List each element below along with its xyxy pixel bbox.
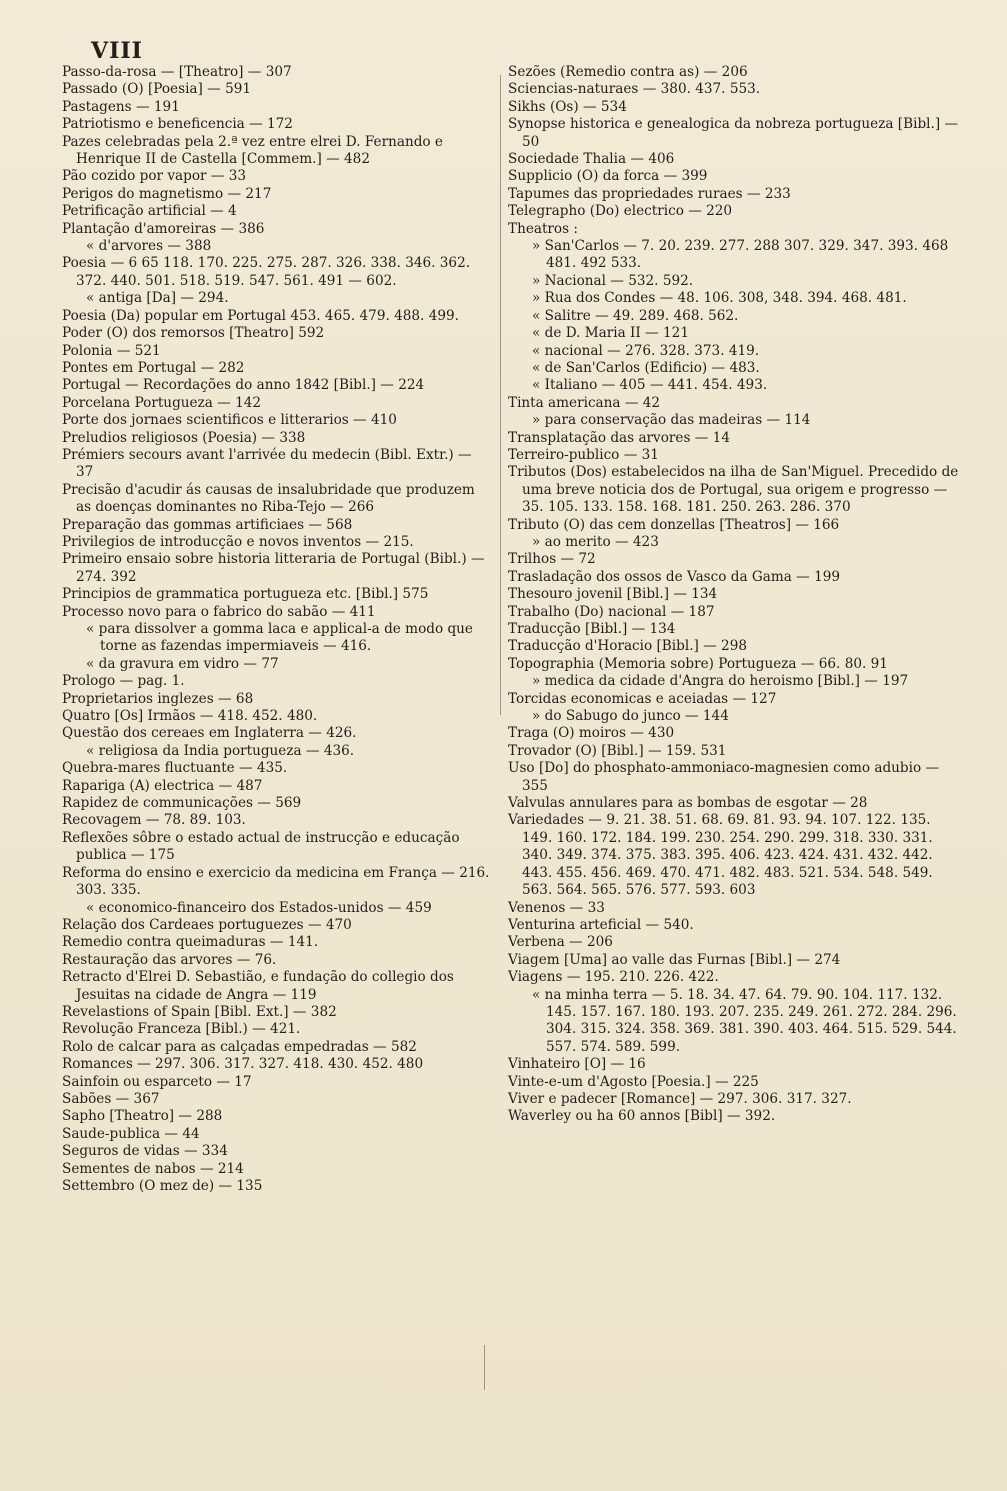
index-entry: Pontes em Portugal — 282 — [62, 359, 245, 376]
index-entry: Seguros de vidas — 334 — [62, 1143, 228, 1160]
column-divider-lower — [484, 1345, 485, 1390]
index-entry: Principios de grammatica portugueza etc. [Bibl.] 575 — [62, 586, 429, 603]
index-entry: Passo-da-rosa — [Theatro] — 307 — [62, 64, 292, 80]
index-entry: Sezões (Remedio contra as) — 206 — [508, 64, 748, 80]
index-entry: Valvulas annulares para as bombas de esgotar — 28 — [508, 795, 868, 812]
index-entry: Tinta americana — 42 — [508, 394, 661, 411]
index-entry: « para dissolver a gomma laca e applical-a de modo que torne as fazendas impermiaveis — 416. — [86, 621, 473, 655]
index-entry: Proprietarios inglezes — 68 — [62, 690, 254, 707]
index-entry: Preparação das gommas artificiaes — 568 — [62, 516, 353, 533]
index-entry: » do Sabugo do junco — 144 — [532, 708, 729, 725]
index-entry: Tributo (O) das cem donzellas [Theatros] — 166 — [508, 516, 840, 533]
index-entry: Rapidez de communicações — 569 — [62, 795, 302, 812]
index-entry: Traga (O) moiros — 430 — [508, 725, 675, 742]
index-entry: Patriotismo e beneficencia — 172 — [62, 116, 293, 133]
index-column-right — [508, 64, 960, 1126]
index-entry: Restauração das arvores — 76. — [62, 951, 277, 968]
index-entry: Vinhateiro [O] — 16 — [508, 1056, 646, 1073]
index-entry: « religiosa da India portugueza — 436. — [86, 742, 355, 759]
index-entry: « Salitre — 49. 289. 468. 562. — [532, 307, 739, 324]
index-entry: Trabalho (Do) nacional — 187 — [508, 603, 715, 620]
index-entry: Reflexões sôbre o estado actual de instrucção e educação publica — 175 — [62, 829, 460, 864]
index-entry: Recovagem — 78. 89. 103. — [62, 812, 246, 829]
index-entry: « antiga [Da] — 294. — [86, 290, 229, 307]
index-entry: Viagem [Uma] ao valle das Furnas [Bibl.] — 274 — [508, 951, 841, 968]
index-entry: Verbena — 206 — [508, 934, 613, 951]
index-entry: Rapariga (A) electrica — 487 — [62, 777, 263, 794]
index-entry: Rolo de calcar para as calçadas empedradas — 582 — [62, 1038, 417, 1055]
index-entry: « nacional — 276. 328. 373. 419. — [532, 342, 760, 359]
index-entry: Venenos — 33 — [508, 899, 605, 916]
index-entry: Telegrapho (Do) electrico — 220 — [508, 203, 733, 220]
index-entry: « da gravura em vidro — 77 — [86, 655, 279, 672]
index-entry: « d'arvores — 388 — [86, 238, 212, 255]
index-entry: Venturina arteficial — 540. — [508, 916, 694, 933]
index-entry: » medica da cidade d'Angra do heroismo [Bibl.] — 197 — [532, 673, 909, 690]
index-entry: Trasladação dos ossos de Vasco da Gama — 199 — [508, 568, 841, 585]
index-entry: « de San'Carlos (Edificio) — 483. — [532, 359, 760, 376]
index-entry: Pazes celebradas pela 2.ª vez entre elrei D. Fernando e Henrique II de Castella [Commem.] — 482 — [62, 133, 443, 168]
index-entry: Sabões — 367 — [62, 1090, 160, 1107]
index-entry: Sikhs (Os) — 534 — [508, 98, 627, 115]
index-entry: Pão cozido por vapor — 33 — [62, 168, 247, 185]
index-entry: « economico-financeiro dos Estados-unidos — 459 — [86, 899, 432, 916]
index-entry: Processo novo para o fabrico do sabão — 411 — [62, 603, 376, 620]
index-entry: Synopse historica e genealogica da nobreza portugueza [Bibl.] — 50 — [508, 116, 959, 150]
index-entry: Plantação d'amoreiras — 386 — [62, 220, 265, 237]
index-entry: Supplicio (O) da forca — 399 — [508, 168, 708, 185]
index-entry: Sciencias-naturaes — 380. 437. 553. — [508, 81, 761, 98]
index-entry: Settembro (O mez de) — 135 — [62, 1178, 263, 1194]
index-entry: Transplatação das arvores — 14 — [508, 429, 730, 446]
index-entry: Pastagens — 191 — [62, 98, 180, 115]
index-entry: Privilegios de introducção e novos inventos — 215. — [62, 533, 414, 550]
index-entry: Tributos (Dos) estabelecidos na ilha de San'Miguel. Precedido de uma breve noticia dos de Portugal, sua origem e progresso — 35. 105. 133. 158. 168. 181. 250. 263. 286. 370 — [508, 464, 959, 516]
index-entry: Torcidas economicas e aceiadas — 127 — [508, 690, 777, 707]
index-entry: Trilhos — 72 — [508, 551, 596, 568]
index-entry: Relação dos Cardeaes portuguezes — 470 — [62, 916, 352, 933]
index-entry: Uso [Do] do phosphato-ammoniaco-magnesien como adubio — 355 — [508, 760, 940, 794]
index-entry: Polonia — 521 — [62, 342, 161, 359]
index-entry: Perigos do magnetismo — 217 — [62, 185, 272, 202]
index-entry: Traducção [Bibl.] — 134 — [508, 621, 676, 637]
index-entry: Revolução Franceza [Bibl.) — 421. — [62, 1021, 301, 1038]
index-entry: Sainfoin ou esparceto — 17 — [62, 1073, 252, 1090]
index-entry: » ao merito — 423 — [532, 533, 659, 550]
index-entry: » San'Carlos — 7. 20. 239. 277. 288 307. 329. 347. 393. 468 481. 492 533. — [532, 238, 949, 272]
index-entry: Precisão d'acudir ás causas de insalubridade que produzem as doenças dominantes no Riba-Tejo — 266 — [62, 481, 475, 516]
index-entry: Porcelana Portugueza — 142 — [62, 394, 262, 411]
index-entry: Petrificação artificial — 4 — [62, 203, 237, 220]
index-entry: Portugal — Recordações do anno 1842 [Bibl.] — 224 — [62, 377, 425, 394]
index-entry: » Nacional — 532. 592. — [532, 272, 694, 289]
index-entry: Sociedade Thalia — 406 — [508, 151, 675, 168]
index-entry: Thesouro jovenil [Bibl.] — 134 — [508, 586, 718, 603]
index-entry: Terreiro-publico — 31 — [508, 446, 659, 463]
index-entry: Prologo — pag. 1. — [62, 673, 185, 690]
index-entry: Poder (O) dos remorsos [Theatro] 592 — [62, 325, 325, 342]
index-entry: Quebra-mares fluctuante — 435. — [62, 760, 288, 777]
index-entry: Poesia (Da) popular em Portugal 453. 465. 479. 488. 499. — [62, 307, 459, 324]
index-entry: Tapumes das propriedades ruraes — 233 — [508, 185, 791, 202]
index-entry: Viagens — 195. 210. 226. 422. — [508, 969, 719, 986]
index-entry: « na minha terra — 5. 18. 34. 47. 64. 79. 90. 104. 117. 132. 145. 157. 167. 180. 193. 207. 235. 249. 261. 272. 284. 296. 304. 315. 324. 358. 369. 381. 390. 403. 464. 515. 529. 544. 557. 574. 589. 599. — [532, 986, 957, 1055]
index-entry: Vinte-e-um d'Agosto [Poesia.] — 225 — [508, 1073, 759, 1090]
index-entry: Prémiers secours avant l'arrivée du medecin (Bibl. Extr.) — 37 — [62, 446, 472, 481]
index-entry: Topographia (Memoria sobre) Portugueza — 66. 80. 91 — [508, 655, 888, 672]
index-entry: Quatro [Os] Irmãos — 418. 452. 480. — [62, 708, 318, 725]
index-entry: Romances — 297. 306. 317. 327. 418. 430. 452. 480 — [62, 1056, 424, 1073]
index-entry: Trovador (O) [Bibl.] — 159. 531 — [508, 742, 727, 759]
index-entry: Questão dos cereaes em Inglaterra — 426. — [62, 725, 357, 742]
index-entry: Retracto d'Elrei D. Sebastião, e fundação do collegio dos Jesuitas na cidade de Angra — 119 — [62, 969, 454, 1003]
index-entry: Sapho [Theatro] — 288 — [62, 1108, 223, 1125]
index-entry: Passado (O) [Poesia] — 591 — [62, 81, 252, 98]
index-entry: Variedades — 9. 21. 38. 51. 68. 69. 81. 93. 94. 107. 122. 135. 149. 160. 172. 184. 199. 230. 254. 290. 299. 318. 330. 331. 340. 349. 374. 375. 383. 395. 406. 423. 424. 431. 432. 442. 443. 455. 456. 469. 470. 471. 482. 483. 521. 534. 548. 549. 563. 564. 565. 576. 577. 593. 603 — [508, 812, 933, 899]
index-entry: Primeiro ensaio sobre historia litteraria de Portugal (Bibl.) — 274. 392 — [62, 551, 485, 585]
index-entry: Poesia — 6 65 118. 170. 225. 275. 287. 326. 338. 346. 362. 372. 440. 501. 518. 519. 547. 561. 491 — 602. — [62, 255, 471, 289]
index-entry: Theatros : — [508, 220, 578, 237]
index-entry: » Rua dos Condes — 48. 106. 308, 348. 394. 468. 481. — [532, 290, 907, 307]
index-entry: Viver e padecer [Romance] — 297. 306. 317. 327. — [508, 1090, 852, 1107]
index-entry: Preludios religiosos (Poesia) — 338 — [62, 429, 306, 446]
index-entry: « de D. Maria II — 121 — [532, 325, 689, 342]
index-column-left — [62, 64, 492, 1195]
index-entry: Traducção d'Horacio [Bibl.] — 298 — [508, 638, 748, 655]
index-entry: Waverley ou ha 60 annos [Bibl] — 392. — [508, 1108, 776, 1125]
index-entry: « Italiano — 405 — 441. 454. 493. — [532, 377, 768, 394]
index-entry: Reforma do ensino e exercicio da medicina em França — 216. 303. 335. — [62, 864, 490, 899]
index-entry: Remedio contra queimaduras — 141. — [62, 934, 319, 951]
index-entry: » para conservação das madeiras — 114 — [532, 412, 811, 429]
page-number: VIII — [91, 38, 143, 64]
index-entry: Sementes de nabos — 214 — [62, 1160, 244, 1177]
index-entry: Revelastions of Spain [Bibl. Ext.] — 382 — [62, 1003, 337, 1020]
column-divider — [500, 75, 501, 715]
index-entry: Saude-publica — 44 — [62, 1125, 200, 1142]
index-entry: Porte dos jornaes scientificos e litterarios — 410 — [62, 412, 397, 429]
